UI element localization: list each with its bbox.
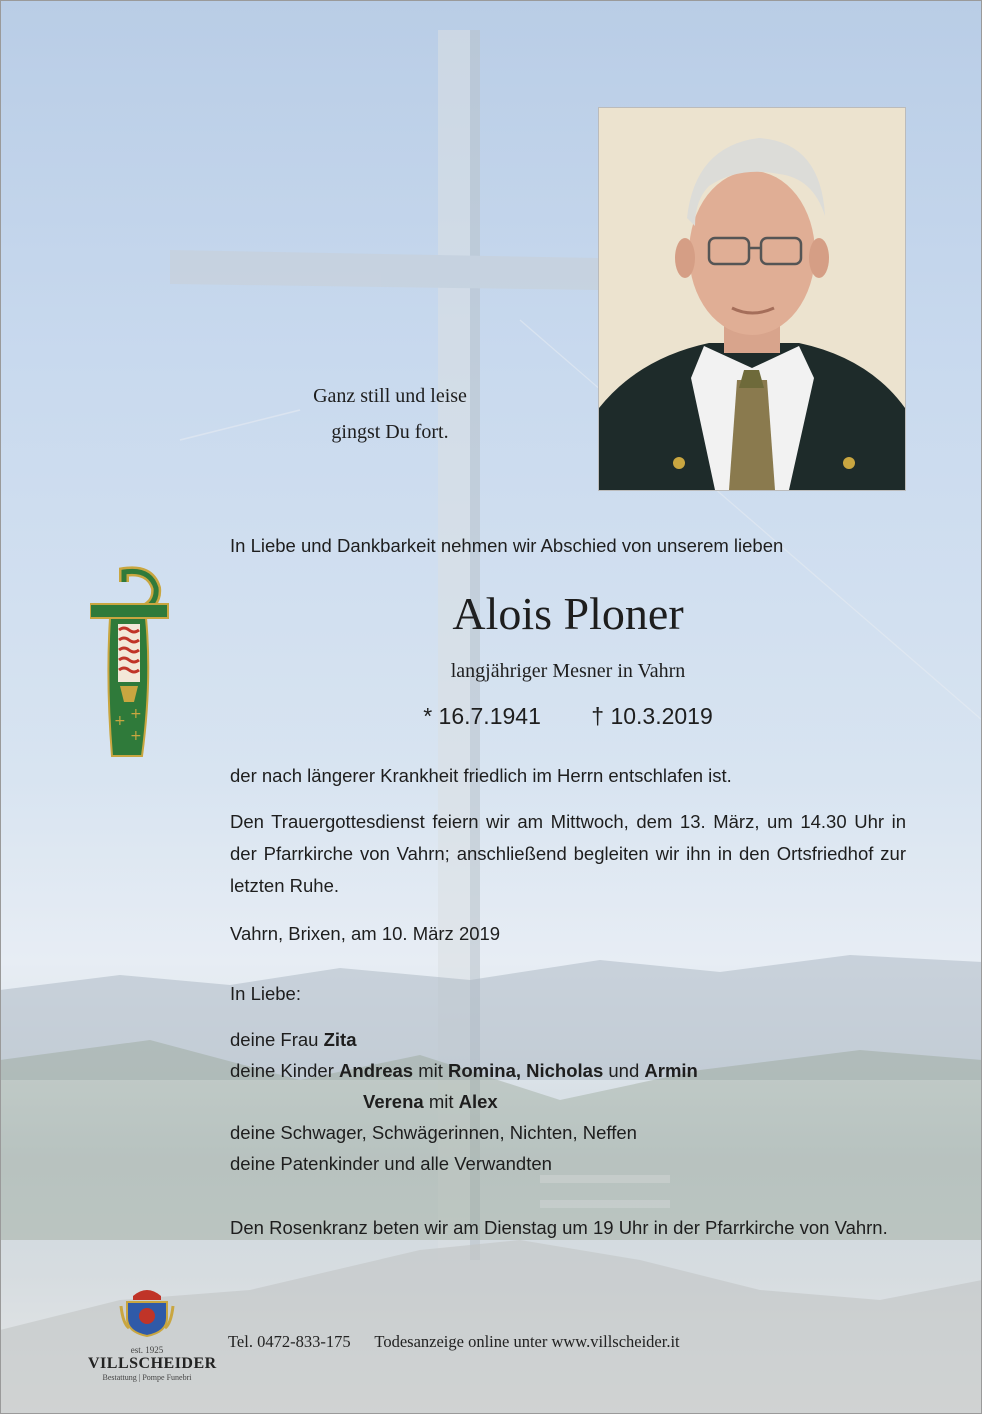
birth-date: * 16.7.1941 [423,703,541,729]
mourner-line: Verena mit Alex [363,1091,498,1112]
mourner-line: deine Kinder Andreas mit Romina, Nicholas und Armin [230,1060,698,1081]
footer-phone: Tel. 0472-833-175 [228,1332,351,1351]
rosary-text: Den Rosenkranz beten wir am Dienstag um 19 Uhr in der Pfarrkirche von Vahrn. [230,1217,888,1238]
funeral-home-logo [88,1280,217,1382]
mourners-list [230,1024,906,1179]
svg-text:+: + [114,713,126,729]
mourner-line: deine Schwager, Schwägerinnen, Nichten, Neffen [230,1122,637,1143]
mourner-line: deine Frau Zita [230,1029,357,1050]
footer-online-link[interactable]: Todesanzeige online unter www.villscheider.it [374,1332,680,1351]
life-dates [230,703,906,730]
deceased-role: langjähriger Mesner in Vahrn [450,660,686,682]
death-date: † 10.3.2019 [591,703,713,729]
svg-text:+: + [130,706,142,722]
logo-subtitle: Bestattung | Pompe Funebri [102,1373,192,1382]
mourner-line: deine Patenkinder und alle Verwandten [230,1153,552,1174]
passing-text: der nach längerer Krankheit friedlich im Herrn entschlafen ist. [230,765,732,786]
in-love-heading: In Liebe: [230,983,301,1004]
logo-est: est. 1925 [130,1345,164,1355]
quote-line-1: Ganz still und leise [313,385,467,407]
portrait-photo [599,108,905,490]
svg-text:+: + [130,728,142,744]
logo-name: VILLSCHEIDER [88,1355,217,1372]
intro-text: In Liebe und Dankbarkeit nehmen wir Abschied von unserem lieben [230,535,784,556]
chi-rho-emblem-icon [90,562,172,758]
coat-of-arms-icon [119,1280,175,1338]
funeral-text: Den Trauergottesdienst feiern wir am Mittwoch, dem 13. März, um 14.30 Uhr in der Pfarrkirche von Vahrn; anschließend begleiten wir ihn in den Ortsfriedhof zur letzten Ruhe. [230,811,906,896]
place-date: Vahrn, Brixen, am 10. März 2019 [230,923,501,944]
footer [228,1332,700,1352]
deceased-name: Alois Ploner [452,588,684,639]
quote-line-2: gingst Du fort. [331,421,449,443]
memorial-quote [240,378,540,450]
